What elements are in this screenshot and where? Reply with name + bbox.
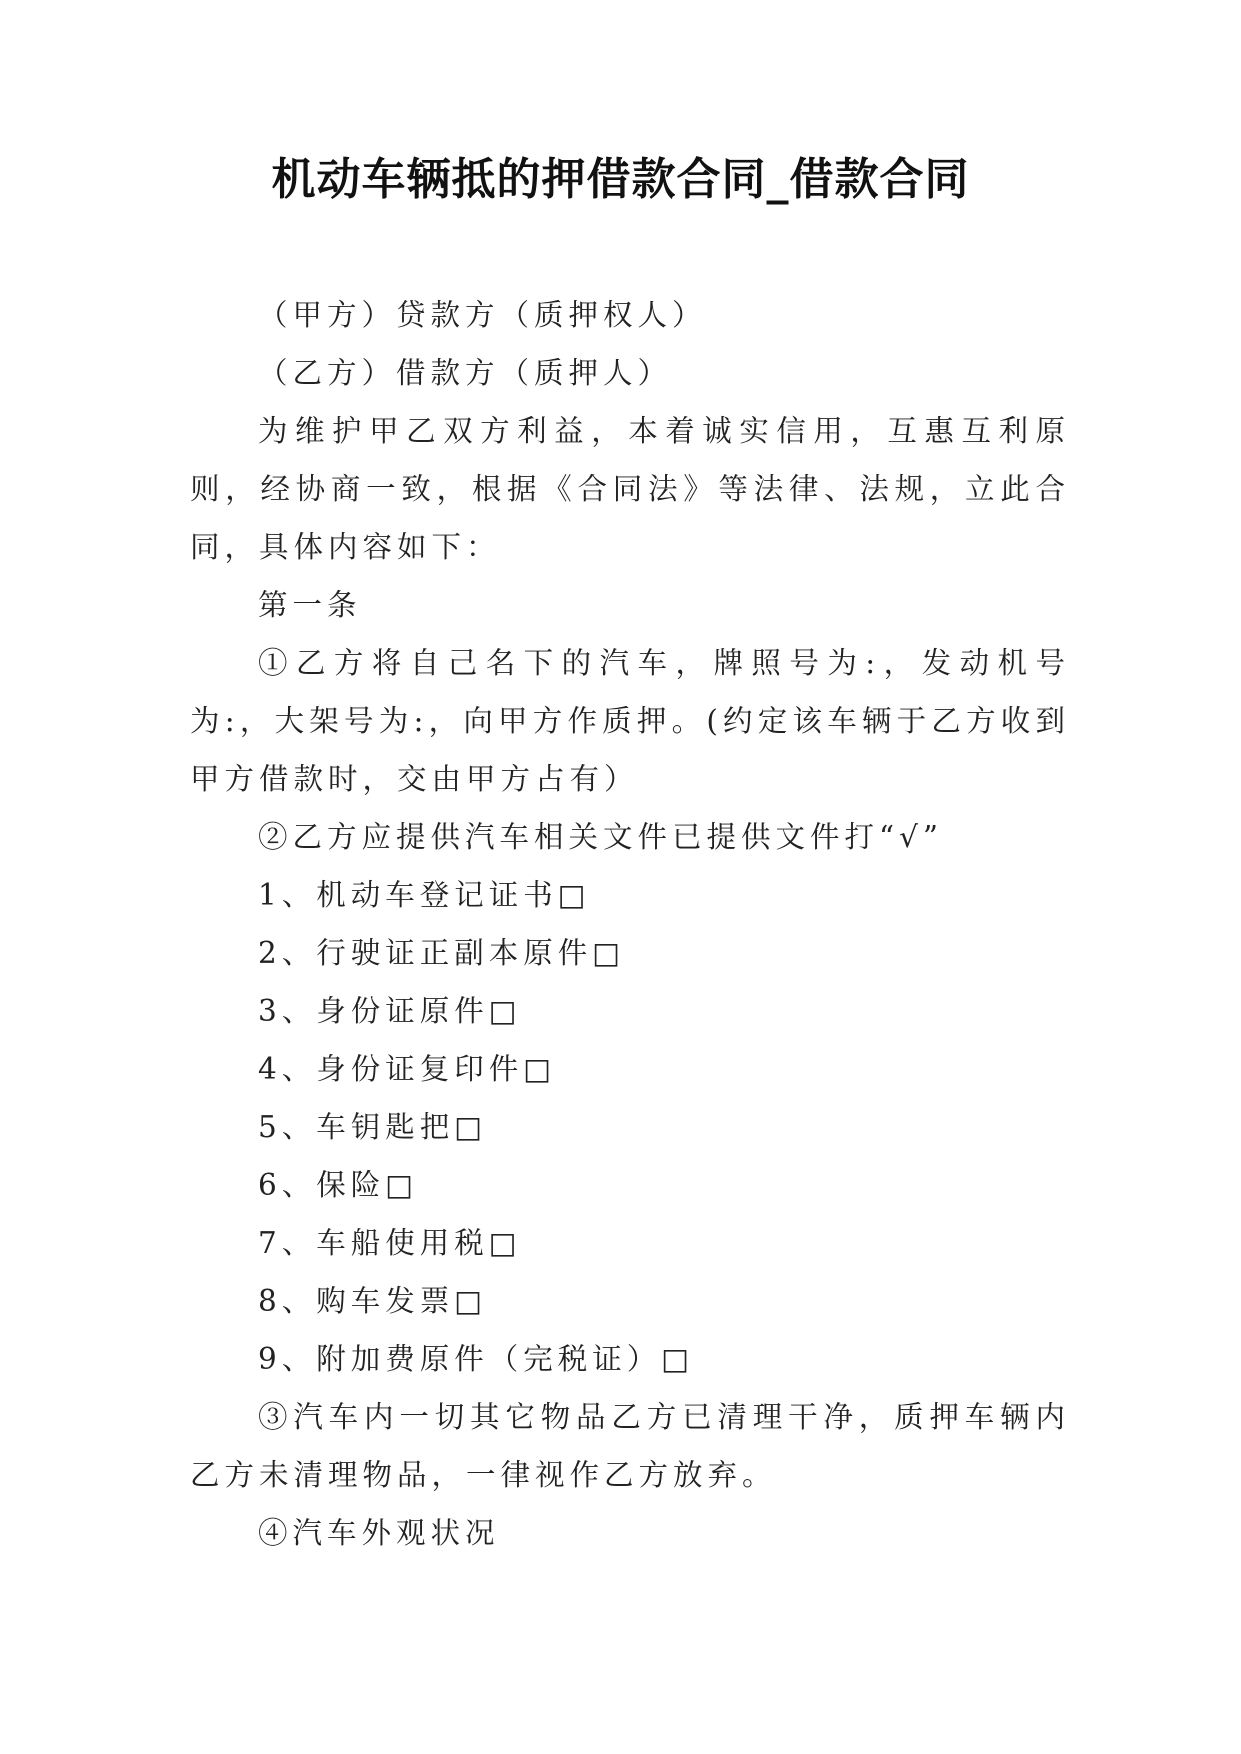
document-list-item: 5、车钥匙把□ — [258, 1110, 488, 1144]
document-list-item: 8、购车发票□ — [258, 1284, 488, 1318]
document-list-item: 2、行驶证正副本原件□ — [258, 936, 626, 970]
document-list-item: 6、保险□ — [258, 1168, 419, 1202]
document-list-item: 3、身份证原件□ — [258, 994, 522, 1028]
document-title: 机动车辆抵的押借款合同_借款合同 — [271, 154, 970, 205]
party-a-line: （甲方）贷款方（质押权人） — [258, 298, 707, 332]
document-list-item: 7、车船使用税□ — [258, 1226, 522, 1260]
clause-3-paragraph: ③汽车内一切其它物品乙方已清理干净，质押车辆内乙方未清理物品，一律视作乙方放弃。 — [190, 1400, 1070, 1492]
preamble-paragraph: 为维护甲乙双方利益，本着诚实信用，互惠互利原则，经协商一致，根据《合同法》等法律、法规，立此合同，具体内容如下： — [190, 414, 1070, 564]
document-body — [190, 286, 1070, 1562]
clause-2-paragraph: ②乙方应提供汽车相关文件已提供文件打“√” — [258, 820, 943, 854]
article-heading: 第一条 — [258, 588, 362, 622]
party-b-line: （乙方）借款方（质押人） — [258, 356, 673, 390]
document-list-item: 1、机动车登记证书□ — [258, 878, 591, 912]
document-list-item: 9、附加费原件（完税证）□ — [258, 1342, 695, 1376]
clause-1-paragraph: ①乙方将自己名下的汽车，牌照号为:，发动机号为:，大架号为:，向甲方作质押。(约定该车辆于乙方收到甲方借款时，交由甲方占有） — [190, 646, 1070, 796]
clause-4-paragraph: ④汽车外观状况 — [258, 1516, 500, 1550]
document-list-item: 4、身份证复印件□ — [258, 1052, 557, 1086]
